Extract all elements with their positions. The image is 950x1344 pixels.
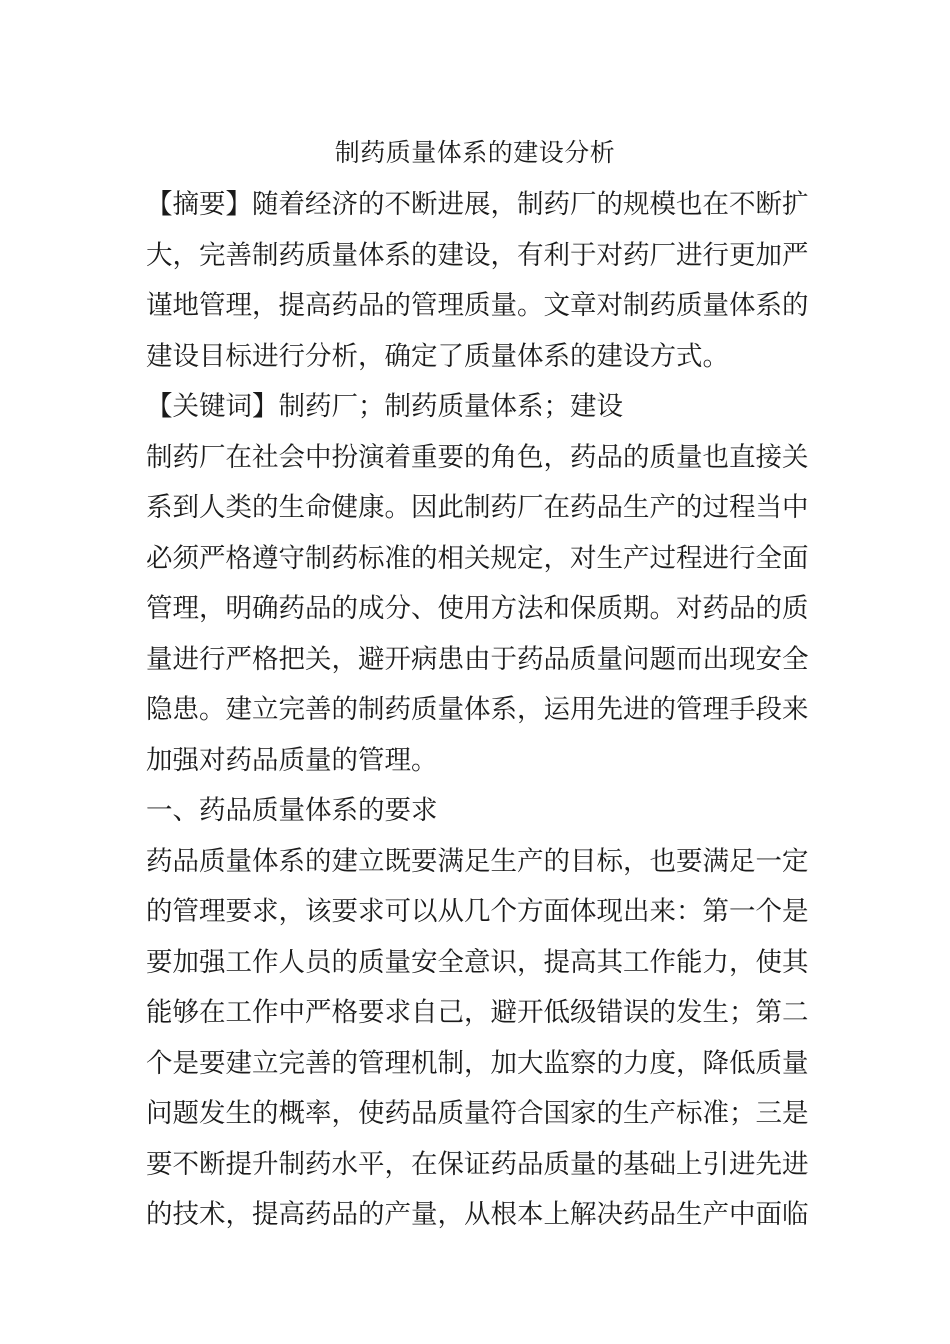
- body-line: 加强对药品质量的管理。: [146, 744, 438, 776]
- document-title: 制药质量体系的建设分析: [334, 138, 616, 167]
- abstract-line: 建设目标进行分析，确定了质量体系的建设方式。: [146, 340, 729, 372]
- body-line: 隐患。建立完善的制药质量体系，运用先进的管理手段来: [146, 694, 809, 725]
- body-line: 药品质量体系的建立既要满足生产的目标，也要满足一定: [146, 845, 809, 877]
- body-line: 管理，明确药品的成分、使用方法和保质期。对药品的质: [146, 593, 809, 624]
- body-line: 个是要建立完善的管理机制，加大监察的力度，降低质量: [146, 1047, 809, 1079]
- document-body: [146, 180, 809, 1241]
- body-line: 问题发生的概率，使药品质量符合国家的生产标准；三是: [146, 1098, 809, 1129]
- body-line: 的技术，提高药品的产量，从根本上解决药品生产中面临: [146, 1199, 809, 1230]
- body-line: 系到人类的生命健康。因此制药厂在药品生产的过程当中: [146, 492, 809, 523]
- body-line: 必须严格遵守制药标准的相关规定，对生产过程进行全面: [146, 542, 809, 574]
- abstract-line: 大，完善制药质量体系的建设，有利于对药厂进行更加严: [146, 239, 809, 271]
- keywords-line: 【关键词】制药厂；制药质量体系；建设: [146, 391, 623, 422]
- body-line: 能够在工作中严格要求自己，避开低级错误的发生；第二: [146, 997, 809, 1028]
- section-heading: 一、药品质量体系的要求: [146, 795, 438, 826]
- abstract-line: 【摘要】随着经济的不断进展，制药厂的规模也在不断扩: [146, 189, 809, 220]
- body-line: 的管理要求，该要求可以从几个方面体现出来：第一个是: [146, 896, 809, 927]
- body-line: 要不断提升制药水平，在保证药品质量的基础上引进先进: [146, 1148, 809, 1180]
- body-line: 要加强工作人员的质量安全意识，提高其工作能力，使其: [146, 946, 809, 978]
- body-line: 量进行严格把关，避开病患由于药品质量问题而出现安全: [146, 643, 809, 675]
- abstract-line: 谨地管理，提高药品的管理质量。文章对制药质量体系的: [146, 290, 809, 321]
- body-line: 制药厂在社会中扮演着重要的角色，药品的质量也直接关: [146, 441, 809, 473]
